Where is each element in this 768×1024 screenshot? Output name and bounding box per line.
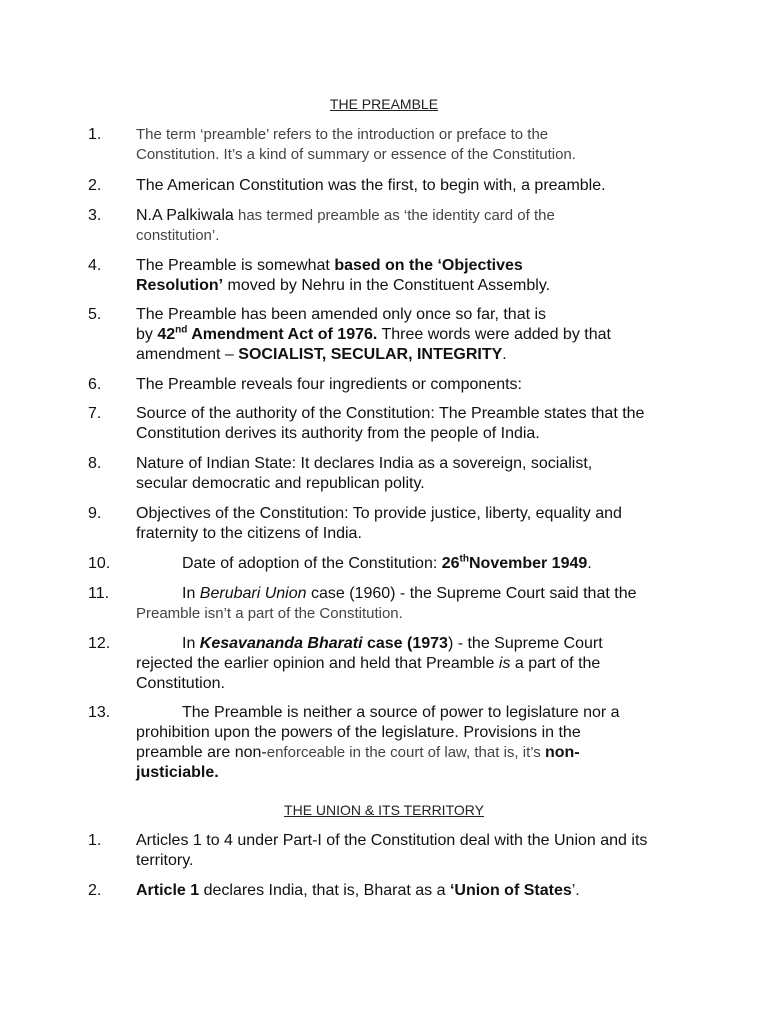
item-text-bold-italic: Kesavananda Bharati <box>199 635 363 652</box>
superscript: nd <box>175 324 188 336</box>
list-item <box>88 881 672 901</box>
item-number: 7. <box>88 405 102 422</box>
item-text: Constitution. <box>136 675 225 692</box>
list-item <box>88 256 672 296</box>
item-text: In <box>182 635 200 652</box>
item-text-bold: non- <box>544 744 580 761</box>
list-item <box>88 375 672 395</box>
list-item <box>88 553 672 574</box>
item-text-bold: case (1973 <box>362 635 448 652</box>
item-text: The Preamble is neither a source of power to legislature nor a <box>182 704 620 721</box>
list-item <box>88 454 672 494</box>
item-text: by <box>136 326 158 343</box>
item-text: fraternity to the citizens of India. <box>136 525 362 542</box>
item-number: 2. <box>88 177 102 194</box>
item-text: has termed preamble as ‘the identity card of the <box>233 207 555 224</box>
item-number: 8. <box>88 455 102 472</box>
item-text: prohibition upon the powers of the legislature. Provisions in the <box>136 724 581 741</box>
item-number: 5. <box>88 306 102 323</box>
item-text: amendment – <box>136 346 239 363</box>
item-number: 10. <box>88 555 111 572</box>
item-text: Constitution derives its authority from the people of India. <box>136 425 540 442</box>
item-text: Articles 1 to 4 under Part-I of the Constitution deal with the Union and its <box>136 832 648 849</box>
item-text: The Preamble is somewhat <box>136 257 335 274</box>
item-text-bold: Amendment Act of 1976. <box>187 326 378 343</box>
list-item <box>88 206 672 246</box>
item-text: The American Constitution was the first, to begin with, a preamble. <box>136 177 606 194</box>
list-item <box>88 504 672 544</box>
item-number: 2. <box>88 882 102 899</box>
item-number: 13. <box>88 704 111 721</box>
item-text: Three words were added by that <box>377 326 611 343</box>
item-text: Preamble isn’t a part of the Constitution. <box>136 605 403 622</box>
item-text-bold: based on the ‘Objectives <box>334 257 523 274</box>
item-text: secular democratic and republican polity. <box>136 475 425 492</box>
item-text: . <box>502 346 507 363</box>
item-text-bold: 42 <box>157 326 176 343</box>
item-text: In <box>182 585 200 602</box>
item-text: Date of adoption of the Constitution: <box>182 555 442 572</box>
item-text: territory. <box>136 852 194 869</box>
item-text: The term ‘preamble’ refers to the introduction or preface to the <box>136 126 549 143</box>
item-text: case (1960) - the Supreme Court said that the <box>306 585 637 602</box>
item-text: Nature of Indian State: It declares India as a sovereign, socialist, <box>136 455 593 472</box>
item-text: declares India, that is, Bharat as a <box>199 882 450 899</box>
list-item <box>88 831 672 871</box>
list-item <box>88 125 672 165</box>
item-text: Constitution. It’s a kind of summary or essence of the Constitution. <box>136 146 576 163</box>
item-text: The Preamble reveals four ingredients or components: <box>136 376 522 393</box>
item-text-bold: Article 1 <box>136 882 200 899</box>
item-number: 1. <box>88 832 102 849</box>
item-number: 3. <box>88 207 102 224</box>
item-text: ) - the Supreme Court <box>447 635 603 652</box>
item-number: 12. <box>88 635 111 652</box>
item-number: 11. <box>88 585 110 602</box>
item-text-bold: justiciable. <box>136 764 219 781</box>
item-text-bold: ‘Union of States <box>449 882 572 899</box>
list-item <box>88 404 672 444</box>
item-text: The Preamble has been amended only once so far, that is <box>136 306 547 323</box>
preamble-heading: THE PREAMBLE <box>329 96 439 112</box>
item-number: 9. <box>88 505 102 522</box>
item-text-bold: 26 <box>441 555 460 572</box>
item-text: Source of the authority of the Constitution: The Preamble states that the <box>136 405 645 422</box>
list-item <box>88 703 672 783</box>
item-text: a part of the <box>510 655 601 672</box>
item-number: 1. <box>88 126 102 143</box>
item-number: 4. <box>88 257 102 274</box>
list-item <box>88 584 672 624</box>
superscript: th <box>459 553 469 565</box>
list-item <box>88 634 672 694</box>
item-text: ’. <box>571 882 580 899</box>
item-text: N.A Palkiwala <box>136 207 234 224</box>
item-text: preamble are non- <box>136 744 267 761</box>
item-text: . <box>587 555 592 572</box>
item-text-bold: Resolution’ <box>136 277 224 294</box>
item-text: enforceable in the court of law, that is, it’s <box>266 744 545 761</box>
item-text-bold: SOCIALIST, SECULAR, INTEGRITY <box>238 346 503 363</box>
item-number: 6. <box>88 376 102 393</box>
item-text: Objectives of the Constitution: To provide justice, liberty, equality and <box>136 505 622 522</box>
item-text: rejected the earlier opinion and held that Preamble <box>136 655 499 672</box>
list-item <box>88 305 672 365</box>
item-text-italic: is <box>498 655 511 672</box>
item-text-bold: November 1949 <box>468 555 588 572</box>
item-text: moved by Nehru in the Constituent Assembly. <box>223 277 551 294</box>
union-heading: THE UNION & ITS TERRITORY <box>284 802 484 818</box>
list-item <box>88 176 672 196</box>
item-text-italic: Berubari Union <box>199 585 307 602</box>
item-text: constitution’. <box>136 227 220 244</box>
